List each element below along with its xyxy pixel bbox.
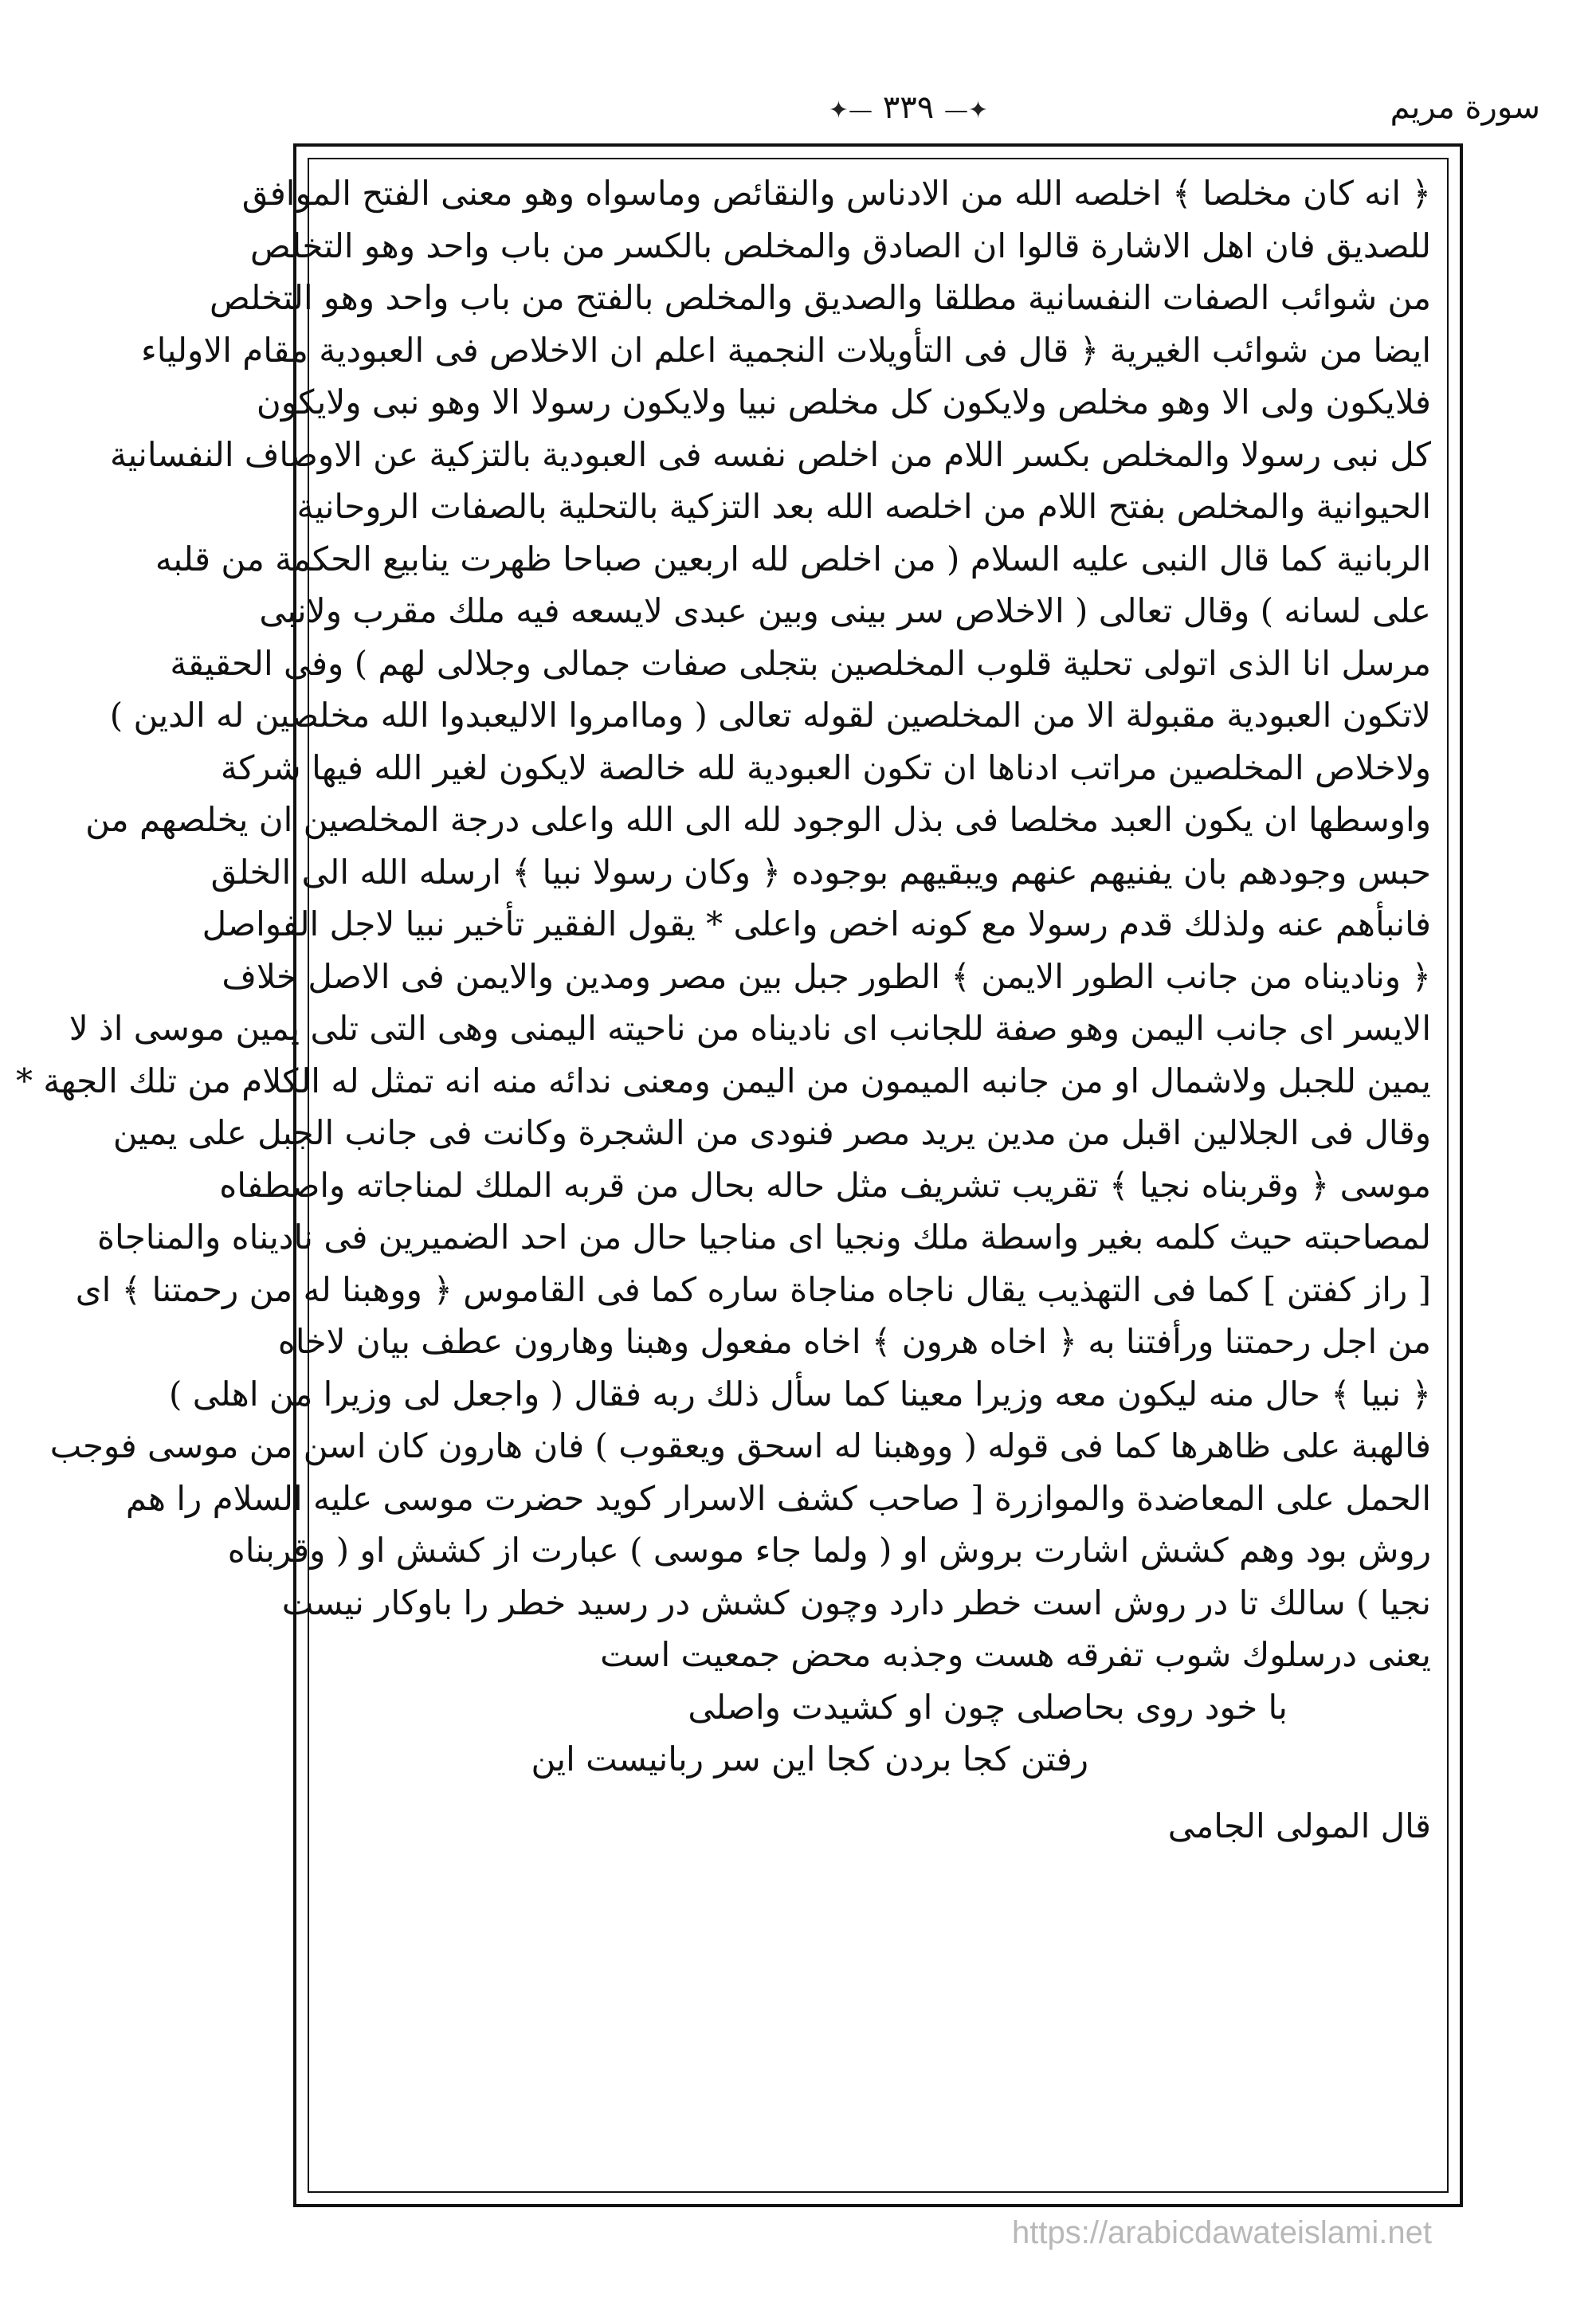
text-line: [ راز كفتن ] كما فى التهذيب يقال ناجاه مناجاة ساره كما فى القاموس ﴿ ووهبنا له من رحمتنا ﴾ اى — [75, 1269, 1431, 1309]
ornament-right-icon: —✦ — [943, 96, 989, 124]
watermark-url: https://arabicdawateislami.net — [1012, 2215, 1432, 2250]
text-line: ﴿ انه كان مخلصا ﴾ اخلصه الله من الادناس والنقائص وماسواه وهو معنى الفتح الموافق — [241, 174, 1431, 213]
text-line: كل نبى رسولا والمخلص بكسر اللام من اخلص نفسه فى العبودية بالتزكية عن الاوصاف النفسانية — [109, 434, 1431, 474]
page-number-block — [805, 89, 1012, 126]
text-line: ﴿ نبيا ﴾ حال منه ليكون معه وزيرا معينا كما سأل ذلك ربه فقال ( واجعل لى وزيرا من اهلى ) — [169, 1374, 1431, 1414]
text-line: حبس وجودهم بان يفنيهم عنهم ويبقيهم بوجوده ﴿ وكان رسولا نبيا ﴾ ارسله الله الى الخلق — [210, 852, 1431, 892]
surah-title: سورة مريم — [1390, 89, 1540, 126]
last-prose-line: يعنى درسلوك شوب تفرقه هست وجذبه محض جمعيت است — [600, 1635, 1431, 1674]
text-line: الايسر اى جانب اليمن وهو صفة للجانب اى ناديناه من ناحيته اليمنى وهى التى تلى يمين موسى اذ لا — [69, 1009, 1431, 1048]
text-line: ايضا من شوائب الغيرية ﴿ قال فى التأويلات النجمية اعلم ان الاخلاص فى العبودية مقام الاولياء — [141, 330, 1431, 370]
text-line: ﴿ وناديناه من جانب الطور الايمن ﴾ الطور جبل بين مصر ومدين والايمن فى الاصل خلاف — [222, 956, 1431, 996]
page-frame — [15, 143, 1463, 2207]
page-number: ٣٣٩ — [882, 89, 935, 126]
poetry-verse-1: با خود روى بحاصلى چون او كشيدت واصلى — [688, 1687, 1288, 1727]
page-header — [0, 89, 1596, 137]
text-line: نجيا ) سالك تا در روش است خطر دارد وچون كشش در رسيد خطر را باوكار نيست — [281, 1582, 1431, 1622]
text-line: الحمل على المعاضدة والموازرة [ صاحب كشف الاسرار كويد حضرت موسى عليه السلام را هم — [125, 1478, 1431, 1518]
text-line: يمين للجبل ولاشمال او من جانبه الميمون من اليمن ومعنى ندائه منه انه تمثل له الكلام من تلك الجهة * — [15, 1061, 1431, 1100]
text-line: واوسطها ان يكون العبد مخلصا فى بذل الوجود لله الى الله واعلى درجة المخلصين ان يخلصهم من — [85, 800, 1431, 839]
text-line: للصديق فان اهل الاشارة قالوا ان الصادق والمخلص بالكسر من باب واحد وهو التخلص — [249, 225, 1431, 265]
text-line: ولاخلاص المخلصين مراتب ادناها ان تكون العبودية لله خالصة لايكون لغير الله فيها شركة — [220, 747, 1431, 787]
text-line: من اجل رحمتنا ورأفتنا به ﴿ اخاه هرون ﴾ اخاه مفعول وهبنا وهارون عطف بيان لاخاه — [277, 1322, 1431, 1361]
text-line: من شوائب الصفات النفسانية مطلقا والصديق والمخلص بالفتح من باب واحد وهو التخلص — [210, 278, 1431, 317]
main-text — [15, 167, 1431, 1852]
ornament-left-icon: ✦— — [828, 96, 873, 124]
text-line: الربانية كما قال النبى عليه السلام ( من اخلص لله اربعين صباحا ظهرت ينابيع الحكمة من قلبه — [155, 539, 1431, 578]
text-line: لاتكون العبودية مقبولة الا من المخلصين لقوله تعالى ( وماامروا الاليعبدوا الله مخلصين له الدين ) — [109, 696, 1431, 735]
text-line: فانبأهم عنه ولذلك قدم رسولا مع كونه اخص واعلى * يقول الفقير تأخير نبيا لاجل الفواصل — [202, 904, 1431, 943]
text-line: موسى ﴿ وقربناه نجيا ﴾ تقريب تشريف مثل حاله بحال من قربه الملك لمناجاته واصطفاه — [219, 1165, 1431, 1205]
text-line: الحيوانية والمخلص بفتح اللام من اخلصه الله بعد التزكية بالتحلية بالصفات الروحانية — [296, 487, 1431, 526]
text-line: مرسل انا الذى اتولى تحلية قلوب المخلصين بتجلى صفات جمالى وجلالى لهم ) وفى الحقيقة — [170, 643, 1431, 683]
poetry-verse-2: رفتن كجا بردن كجا اين سر ربانيست اين — [531, 1739, 1088, 1778]
text-line: وقال فى الجلالين اقبل من مدين يريد مصر فنودى من الشجرة وكانت فى جانب الجبل على يمين — [112, 1113, 1431, 1152]
text-line: لمصاحبته حيث كلمه بغير واسطة ملك ونجيا اى مناجيا حال من احد الضميرين فى ناديناه والمناجاة — [97, 1218, 1431, 1257]
text-line: روش بود وهم كشش اشارت بروش او ( ولما جاء موسى ) عبارت از كشش او ( وقربناه — [227, 1531, 1431, 1570]
closing-line: قال المولى الجامى — [1167, 1806, 1431, 1845]
text-line: فالهبة على ظاهرها كما فى قوله ( ووهبنا له اسحق ويعقوب ) فان هارون كان اسن من موسى فوجب — [49, 1426, 1431, 1465]
text-line: فلايكون ولى الا وهو مخلص ولايكون كل مخلص نبيا ولايكون رسولا الا وهو نبى ولايكون — [256, 382, 1431, 422]
text-line: على لسانه ) وقال تعالى ( الاخلاص سر بينى وبين عبدى لايسعه فيه ملك مقرب ولانبى — [259, 591, 1431, 630]
